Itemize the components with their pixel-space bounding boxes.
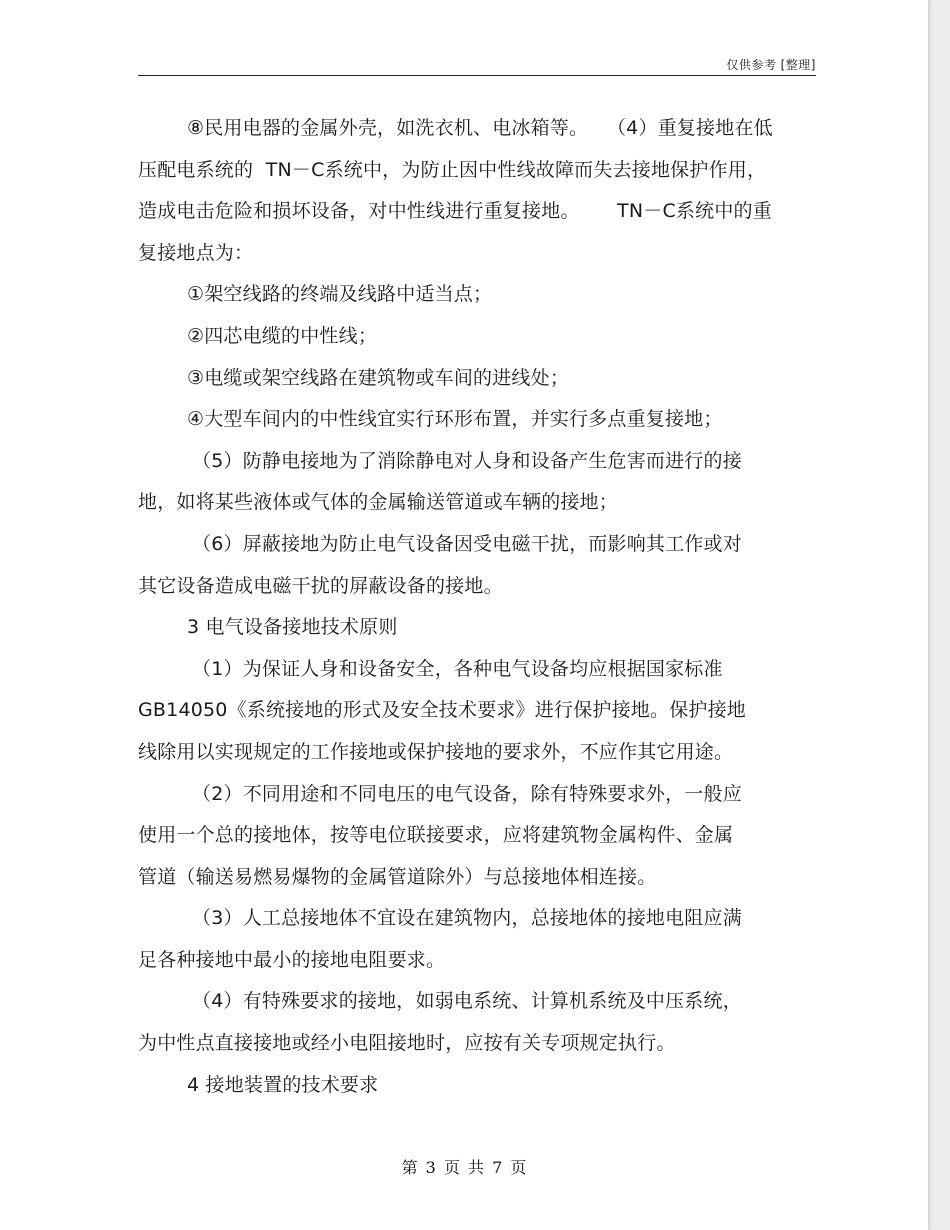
text-line: （6）屏蔽接地为防止电气设备因受电磁干扰，而影响其工作或对 [192, 532, 742, 555]
text-line: （4）有特殊要求的接地，如弱电系统、计算机系统及中压系统， [192, 990, 742, 1013]
text-line: 地，如将某些液体或气体的金属输送管道或车辆的接地； [138, 491, 619, 514]
text-line: 为中性点直接接地或经小电阻接地时，应按有关专项规定执行。 [138, 1032, 676, 1055]
text-line: 足各种接地中最小的接地电阻要求。 [138, 948, 446, 971]
text-line: ③电缆或架空线路在建筑物或车间的进线处； [187, 366, 570, 389]
text-line: （3）人工总接地体不宜设在建筑物内，总接地体的接地电阻应满 [192, 907, 742, 930]
text-line: 3 电气设备接地技术原则 [187, 616, 398, 639]
text-line: 复接地点为： [138, 241, 254, 264]
body-text [138, 108, 818, 1106]
text-line: ④大型车间内的中性线宜实行环形布置，并实行多点重复接地； [187, 408, 723, 431]
text-line: （2）不同用途和不同电压的电气设备，除有特殊要求外，一般应 [192, 782, 742, 805]
text-line: （1）为保证人身和设备安全，各种电气设备均应根据国家标准 [192, 657, 723, 680]
text-line: 4 接地装置的技术要求 [187, 1073, 379, 1096]
header-divider [138, 75, 816, 76]
text-line: （5）防静电接地为了消除静电对人身和设备产生危害而进行的接 [192, 449, 742, 472]
text-line: 使用一个总的接地体，按等电位联接要求，应将建筑物金属构件、金属 [138, 824, 734, 847]
text-line: 其它设备造成电磁干扰的屏蔽设备的接地。 [138, 574, 503, 597]
text-line: 压配电系统的 TN－C系统中，为防止因中性线故障而失去接地保护作用， [138, 158, 767, 181]
text-line: GB14050《系统接地的形式及安全技术要求》进行保护接地。保护接地 [138, 699, 747, 722]
text-line: ⑧民用电器的金属外壳，如洗衣机、电冰箱等。 （4）重复接地在低 [187, 117, 773, 139]
header-note: 仅供参考 [整理] [726, 58, 816, 72]
text-line: ②四芯电缆的中性线； [187, 324, 378, 347]
text-line: ①架空线路的终端及线路中适当点； [187, 283, 493, 306]
text-line: 管道（输送易燃易爆物的金属管道除外）与总接地体相连接。 [138, 865, 657, 888]
page-number: 第 3 页 共 7 页 [401, 1158, 527, 1177]
text-line: 造成电击危险和损坏设备，对中性线进行重复接地。 TN－C系统中的重 [138, 200, 772, 223]
text-line: 线除用以实现规定的工作接地或保护接地的要求外，不应作其它用途。 [138, 740, 734, 763]
